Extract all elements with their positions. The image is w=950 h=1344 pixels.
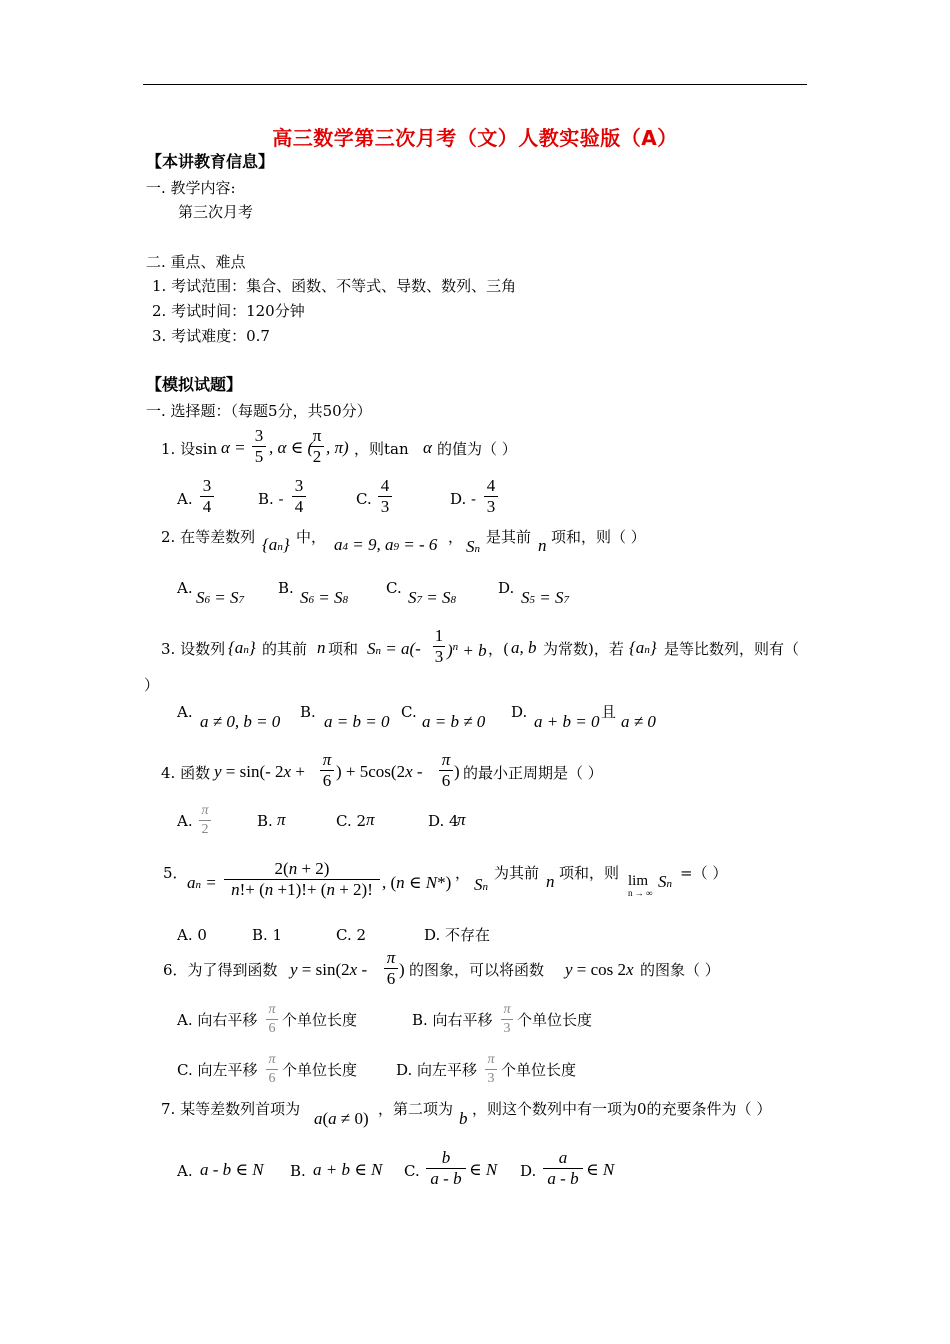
q5-option-b: B. 1	[252, 926, 283, 944]
q1-tail: 的值为（ ）	[437, 440, 517, 458]
q2-option-d: D.	[498, 579, 515, 597]
q1-frac-pi-2: π 2	[310, 427, 324, 466]
q7-prefix: 7. 某等差数列首项为	[161, 1100, 301, 1118]
q7-d-frac: a a - b	[543, 1149, 583, 1188]
q1-range-end: , π)	[326, 438, 349, 457]
q6-expr2: )	[399, 960, 405, 979]
q2-b-expr: S6 = S8	[300, 588, 348, 607]
q4-d-pi: π	[457, 810, 466, 829]
q3-seq: {an}	[228, 638, 256, 657]
q6-option-d: D. 向左平移	[396, 1061, 478, 1079]
q6-b-frac: π 3	[501, 1002, 513, 1037]
q3-ab: a, b	[511, 638, 537, 657]
section-header-info: 【本讲教育信息】	[146, 152, 275, 171]
q3-frac-1-3: 1 3	[434, 626, 444, 666]
q2-sn: Sn	[466, 537, 480, 556]
q5-option-d: D. 不存在	[424, 926, 491, 944]
q2-a-expr: S6 = S7	[196, 588, 244, 607]
q4-tail: 的最小正周期是（ ）	[463, 764, 603, 782]
q7-first: a(a ≠ 0)	[314, 1109, 369, 1128]
q5-lim-sn: Sn	[658, 872, 672, 891]
top-rule	[143, 84, 807, 85]
q3-option-a: A.	[177, 703, 193, 721]
q4-expr3: )	[454, 762, 460, 781]
q2-n: n	[538, 536, 547, 555]
q7-a-expr: a - b ∈ N	[200, 1160, 264, 1179]
q7-option-b: B.	[290, 1162, 306, 1180]
exam-time: 2. 考试时间：120分钟	[152, 302, 305, 320]
q7-b: b	[459, 1109, 468, 1128]
q2-values: a4 = 9, a9 = - 6	[334, 535, 438, 554]
q1-alpha2: α	[423, 438, 432, 457]
q5-an: an =	[187, 873, 217, 892]
q2-option-c: C.	[386, 579, 402, 597]
q3-paren: ，(	[488, 640, 509, 658]
q1-option-b: B. -	[258, 490, 284, 508]
teaching-content-label: 一. 教学内容:	[146, 179, 236, 197]
q4-frac2: π 6	[439, 751, 453, 790]
q2-prefix: 2. 在等差数列	[161, 528, 256, 546]
q5-domain: , (n ∈ N*)	[382, 873, 452, 892]
key-points-label: 二. 重点、难点	[146, 253, 246, 271]
q2-mid2: 是其前	[486, 528, 532, 546]
exam-difficulty: 3. 考试难度：0.7	[152, 327, 270, 345]
q7-c-in: ∈ N	[469, 1160, 498, 1179]
q2-mid: 中，	[296, 528, 327, 546]
q4-option-a: A.	[177, 812, 193, 830]
q3-formula: Sn = a(-	[367, 639, 421, 658]
section-header-questions: 【模拟试题】	[146, 375, 243, 394]
q4-expr2: ) + 5cos(2x -	[336, 762, 423, 781]
q5-frac: 2(n + 2) n!+ (n +1)!+ (n + 2)!	[224, 860, 380, 899]
q3-d-and: 且	[601, 703, 617, 721]
q2-d-expr: S5 = S7	[521, 588, 569, 607]
q2-comma: ，	[448, 528, 464, 546]
q6-option-c: C. 向左平移	[177, 1061, 258, 1079]
q3-c-expr: a = b ≠ 0	[422, 712, 486, 731]
q7-option-c: C.	[404, 1162, 420, 1180]
q2-option-b: B.	[278, 579, 294, 597]
q5-prefix: 5．	[163, 864, 188, 882]
part-one-label: 一. 选择题：（每题5分，共50分）	[146, 402, 372, 420]
q1-suffix: ，则tan	[354, 440, 409, 458]
q3-option-d: D.	[511, 703, 528, 721]
q1-c-frac: 4 3	[378, 477, 392, 516]
q1-frac-3-5: 3 5	[252, 427, 266, 466]
q3-prefix: 3. 设数列	[161, 640, 226, 658]
q7-tail: ，则这个数列中有一项为0的充要条件为（ ）	[472, 1100, 772, 1118]
q3-d-expr2: a ≠ 0	[621, 712, 656, 731]
q7-c-frac: b a - b	[426, 1149, 466, 1188]
q7-option-d: D.	[520, 1162, 537, 1180]
q3-n: n	[317, 638, 326, 657]
q1-option-c: C.	[356, 490, 372, 508]
q6-a-frac: π 6	[266, 1002, 278, 1037]
q4-c-pi: π	[366, 810, 375, 829]
q6-d-unit: 个单位长度	[501, 1061, 577, 1079]
q4-option-b: B.	[257, 812, 273, 830]
q6-expr3: y = cos 2x	[565, 960, 634, 979]
q5-comma: ，	[455, 864, 471, 882]
q5-sn: Sn	[474, 875, 488, 894]
q2-seq: {an}	[262, 535, 290, 554]
q2-tail: 项和，则（ ）	[551, 528, 646, 546]
q1-d-frac: 4 3	[484, 477, 498, 516]
q3-option-c: C.	[401, 703, 417, 721]
q7-mid: ，第二项为	[378, 1100, 454, 1118]
q5-lim: lim	[628, 873, 649, 889]
page-title: 高三数学第三次月考（文）人教实验版（A）	[272, 126, 678, 150]
q1-a-frac: 3 4	[200, 477, 214, 516]
q1-alpha: α =	[221, 438, 246, 457]
q6-frac: π 6	[384, 949, 398, 988]
q6-mid: 的图象，可以将函数	[409, 961, 545, 979]
q1-option-a: A.	[177, 490, 193, 508]
q7-b-expr: a + b ∈ N	[313, 1160, 383, 1179]
q1-range: , α ∈ (	[269, 438, 314, 457]
q5-option-c: C. 2	[336, 926, 367, 944]
q3-b-expr: a = b = 0	[324, 712, 390, 731]
q4-b-pi: π	[277, 810, 286, 829]
q4-option-c: C. 2	[336, 812, 367, 830]
q6-b-unit: 个单位长度	[517, 1011, 593, 1029]
q3-formula-end: )$^n$ + b	[447, 641, 487, 660]
q4-a-frac: π 2	[199, 803, 211, 838]
q7-d-in: ∈ N	[586, 1160, 615, 1179]
q1-option-d: D. -	[450, 490, 477, 508]
q6-option-b: B. 向右平移	[412, 1011, 493, 1029]
q6-c-unit: 个单位长度	[282, 1061, 358, 1079]
q5-option-a: A. 0	[177, 926, 207, 944]
q3-mid2: 项和	[328, 640, 359, 658]
q6-d-frac: π 3	[485, 1052, 497, 1087]
q2-c-expr: S7 = S8	[408, 588, 456, 607]
q3-mid: 的其前	[262, 640, 308, 658]
q3-option-b: B.	[300, 703, 316, 721]
exam-scope: 1. 考试范围：集合、函数、不等式、导数、数列、三角	[152, 277, 517, 295]
q3-seq2: {an}	[629, 638, 657, 657]
q1-prefix: 1. 设sin	[161, 440, 218, 458]
q5-tail: 项和，则	[559, 864, 620, 882]
q4-option-d: D. 4	[428, 812, 459, 830]
q5-tail2: =（ ）	[680, 864, 728, 882]
q4-frac1: π 6	[320, 751, 334, 790]
q3-a-expr: a ≠ 0, b = 0	[200, 712, 281, 731]
q6-option-a: A. 向右平移	[177, 1011, 258, 1029]
q6-a-unit: 个单位长度	[282, 1011, 358, 1029]
q4-expr1: y = sin(- 2x +	[214, 762, 305, 781]
teaching-content-value: 第三次月考	[178, 203, 254, 221]
q1-b-frac: 3 4	[292, 477, 306, 516]
q5-mid: 为其前	[494, 864, 540, 882]
q3-paren2: 为常数)，若	[543, 640, 624, 658]
q6-prefix: 6．为了得到函数	[163, 961, 278, 979]
q3-d-expr: a + b = 0	[534, 712, 600, 731]
q2-option-a: A.	[177, 579, 193, 597]
q5-lim-sub: n → ∞	[628, 888, 653, 898]
q3-tail: 是等比数列，则有（	[664, 640, 800, 658]
q6-c-frac: π 6	[266, 1052, 278, 1087]
q7-option-a: A.	[177, 1162, 193, 1180]
q6-tail: 的图象（ ）	[640, 961, 720, 979]
q4-prefix: 4. 函数	[161, 764, 211, 782]
q3-tail2: ）	[144, 676, 160, 694]
q6-expr1: y = sin(2x -	[290, 960, 368, 979]
q5-n: n	[546, 872, 555, 891]
